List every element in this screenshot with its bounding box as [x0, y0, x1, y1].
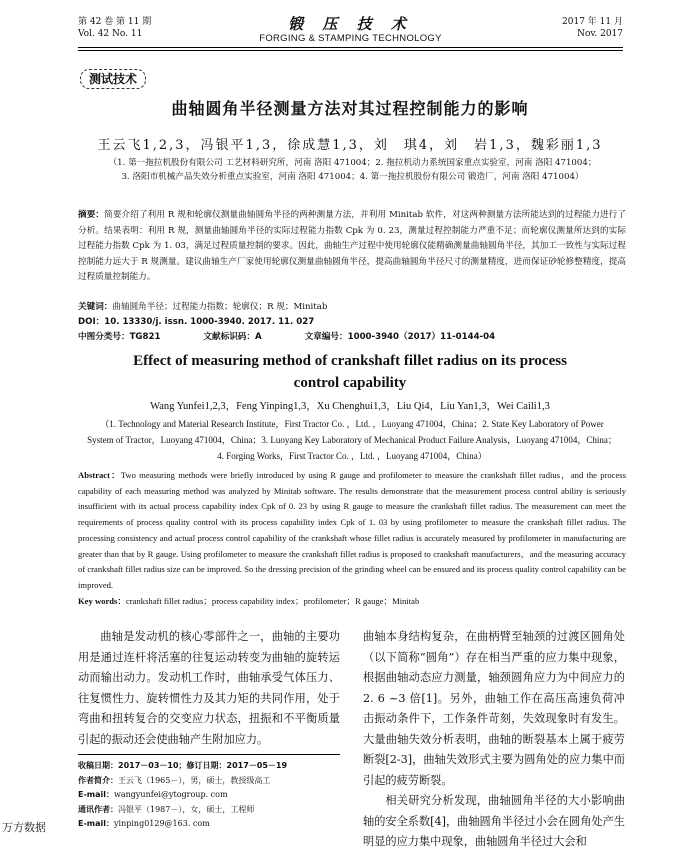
- document-code: 文献标识码：A: [203, 332, 262, 342]
- clc-number: 中图分类号：TG821: [78, 332, 161, 342]
- doi: DOI：10. 13330/j. issn. 1000-3940. 2017. 11. 027: [78, 317, 315, 327]
- body-paragraph: 相关研究分析发现，曲轴圆角半径的大小影响曲轴的安全系数[4]，曲轴圆角半径过小会在圆角处产生明显的应力集中现象，曲轴圆角半径过大会和: [363, 794, 625, 848]
- affiliation-cn-line: 3. 洛阳市机械产品失效分析重点实验室，河南 洛阳 471004；4. 第一拖拉机股份有限公司 锻造厂，河南 洛阳 471004）: [121, 172, 584, 182]
- abstract-cn: [78, 208, 626, 286]
- received-date: [78, 759, 340, 774]
- journal-header: [78, 16, 623, 46]
- keywords-cn: [78, 300, 626, 315]
- corresponding-label: 通讯作者：: [78, 804, 118, 814]
- authors-en: Wang Yunfei1,2,3，Feng Yinping1,3，Xu Chenghui1,3，Liu Qi4，Liu Yan1,3，Wei Caili1,3: [150, 401, 550, 412]
- footnote: [78, 754, 340, 832]
- header-rule-2: [78, 50, 623, 51]
- classification-line: [78, 330, 626, 345]
- corresponding-text: 冯银平（1987－），女，硕士，工程师: [118, 804, 255, 814]
- body-column-left: [78, 627, 340, 750]
- abstract-cn-text: 简要介绍了利用 R 规和轮廓仪测量曲轴圆角半径的两种测量方法，并利用 Minitab 软件，对这两种测量方法所能达到的过程能力进行了分析。结果表明：利用 R 规，测量曲轴圆角半径的实际过程能力指数 Cpk 为 0. 23，测量过程控制能力严重不足；而轮廓仪测量所达到的实际过程能力指数 Cpk 为 1. 03，满足过程质量控制的要求。因此，曲轴生产过程中使用轮廓仪能精确测量曲轴圆角半径，其加工一致性与实际过程控制能力远大于 R 规测量。建议曲轴生产厂家使用轮廓仪测量曲轴圆角半径，提高曲轴圆角半径尺寸的测量精度，进而保证砂轮修整精度，提高过程质量控制能力。: [78, 210, 626, 283]
- email-label: E-mail：: [78, 819, 115, 829]
- affiliation-cn: [80, 156, 625, 184]
- watermark: 万方数据: [0, 818, 60, 837]
- author-bio-text: 王云飞（1965－），男，硕士，教授级高工: [118, 775, 271, 785]
- body-paragraph: 曲轴本身结构复杂，在曲柄臂至轴颈的过渡区圆角处（以下简称“圆角”）存在相当严重的应力集中现象，根据曲轴动态应力测量，轴颈圆角应力为中间应力的 2. 6 ~3 倍[1]。另外，曲轴工作在高压高速负荷冲击振动条件下，工作条件苛刻，失效现象时有发生。大量曲轴失效分析表明，曲轴的断裂基本上属于疲劳断裂[2-3]，曲轴失效形式主要为圆角处的应力集中而引起的疲劳断裂。: [363, 630, 625, 787]
- title-en: [0, 350, 700, 394]
- date-cn: 2017 年 11 月: [562, 17, 623, 27]
- title-en-text: Effect of measuring method of crankshaft fillet radius on its process control capability: [133, 353, 567, 391]
- volume-en: Vol. 42 No. 11: [78, 29, 143, 39]
- authors-cn: 王云飞1,2,3，冯银平1,3，徐成慧1,3，刘 琪4，刘 岩1,3，魏彩丽1,3: [97, 138, 603, 153]
- author-email: [78, 788, 340, 803]
- section-tag: 测试技术: [80, 69, 146, 89]
- date-en: Nov. 2017: [577, 29, 623, 39]
- title-cn: 曲轴圆角半径测量方法对其过程控制能力的影响: [171, 99, 529, 118]
- article-number: 文章编号：1000-3940（2017）11-0144-04: [304, 332, 496, 342]
- affiliation-cn-line: （1. 第一拖拉机股份有限公司 工艺材料研究所，河南 洛阳 471004；2. 拖拉机动力系统国家重点实验室，河南 洛阳 471004；: [108, 158, 597, 168]
- header-rule: [78, 47, 623, 48]
- author-bio-label: 作者简介：: [78, 775, 118, 785]
- journal-name: [78, 16, 623, 45]
- abstract-en-label: Abstract：: [78, 470, 121, 480]
- received-date-text: 收稿日期：2017－03－10；修订日期：2017－05－19: [78, 761, 288, 770]
- affiliation-en-line: 4. Forging Works，First Tractor Co. ，Ltd. ，Luoyang 471004，China）: [217, 451, 487, 461]
- corresponding-author: [78, 803, 340, 818]
- keywords-cn-label: 关键词：: [78, 302, 113, 312]
- body-column-right: [363, 627, 625, 853]
- corresponding-email: [78, 817, 340, 832]
- affiliation-en-line: System of Tractor，Luoyang 471004，China；3. Luoyang Key Laboratory of Mechanical Product Failure Analysis，Luoyang 471004，China；: [87, 435, 617, 445]
- affiliation-en: [78, 416, 626, 464]
- email-address: wangyunfei@ytogroup. com: [114, 790, 228, 800]
- email-label: E-mail：: [78, 790, 115, 800]
- keywords-en-label: Key words：: [78, 595, 126, 606]
- journal-name-cn: 锻 压 技 术: [288, 15, 413, 33]
- issue-date: [562, 16, 623, 40]
- keywords-en: [78, 594, 626, 610]
- author-bio: [78, 774, 340, 789]
- abstract-en: [78, 468, 626, 609]
- abstract-en-text: Two measuring methods were briefly introduced by using R gauge and profilometer to measure the crankshaft fillet radius，and the process capability of each measuring method was analyzed by Minitab software. The results demonstrate that the measurement process control ability is seriously insufficient with its actual process capability index Cpk of 0. 23 by using R gauge to measure the crankshaft fillet radius. The measurement can meet the requirements of process quality control with its process capability index Cpk of 1. 03 by using profilometer to measure the crankshaft fillet radius. The processing consistency and actual process control capability of the crankshaft whose fillet radius is accurately measured by profilometer in manufacturing are greater than that by R gauge. Using profilometer to measure the crankshaft fillet radius is proposed to crankshaft manufacturers，and the measuring accuracy of crankshaft fillet radius size can be improved. So the dressing precision of the grinding wheel can be ensured and its process quality control capability can be improved.: [78, 470, 626, 590]
- body-paragraph: 曲轴是发动机的核心零部件之一，曲轴的主要功用是通过连杆将活塞的往复运动转变为曲轴的旋转运动而输出动力。发动机工作时，曲轴承受气体压力、往复惯性力、旋转惯性力及其力矩的共同作用，处于弯曲和扭转复合的交变应力状态，扭振和不平衡质量引起的振动还会使曲轴产生附加应力。: [78, 630, 340, 746]
- keywords-cn-text: 曲轴圆角半径；过程能力指数；轮廓仪；R 规；Minitab: [112, 302, 328, 312]
- volume-cn: 第 42 卷 第 11 期: [78, 17, 152, 27]
- affiliation-en-line: （1. Technology and Material Research Institute，First Tractor Co. ，Ltd. ，Luoyang 471004，China；2. State Key Laboratory of Power: [100, 419, 604, 429]
- abstract-cn-label: 摘要：: [78, 210, 105, 220]
- email-address: yinping0129@163. com: [114, 819, 210, 829]
- journal-name-en: FORGING & STAMPING TECHNOLOGY: [259, 33, 442, 44]
- keywords-en-text: crankshaft fillet radius；process capability index；profilometer；R gauge；Minitab: [125, 595, 420, 606]
